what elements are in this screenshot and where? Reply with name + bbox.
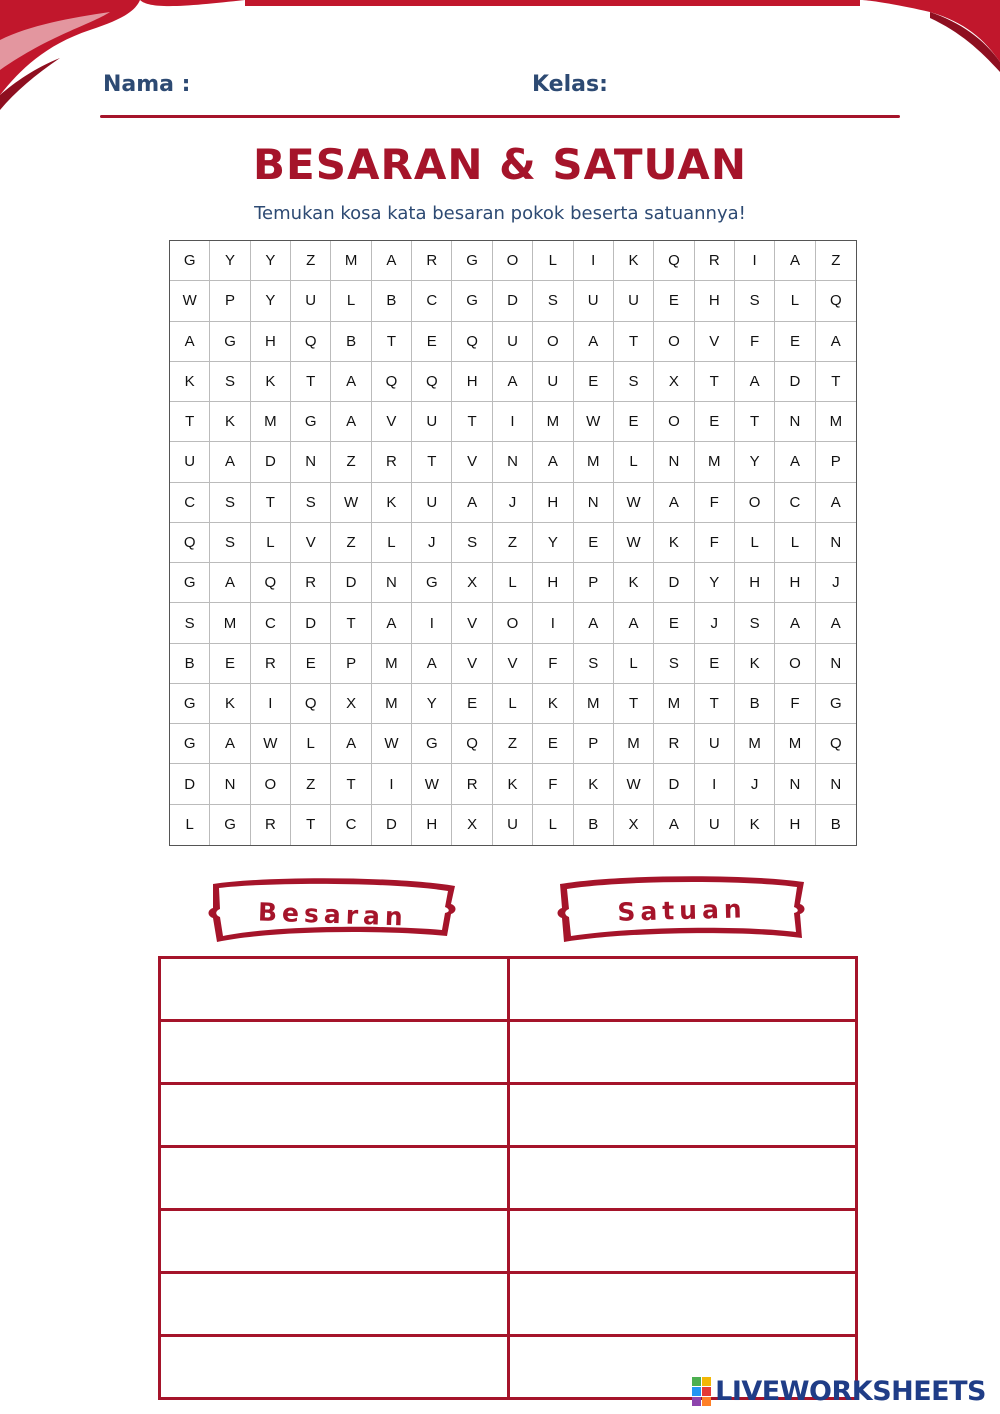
grid-cell[interactable]: D <box>493 281 533 321</box>
grid-cell[interactable]: L <box>775 523 815 563</box>
grid-cell[interactable]: U <box>291 281 331 321</box>
grid-cell[interactable]: M <box>654 684 694 724</box>
satuan-answer-cell[interactable] <box>508 1021 857 1084</box>
grid-cell[interactable]: M <box>372 644 412 684</box>
grid-cell[interactable]: L <box>735 523 775 563</box>
grid-cell[interactable]: G <box>452 241 492 281</box>
grid-cell[interactable]: N <box>816 644 856 684</box>
grid-cell[interactable]: I <box>533 603 573 643</box>
grid-cell[interactable]: O <box>493 241 533 281</box>
grid-cell[interactable]: R <box>291 563 331 603</box>
grid-cell[interactable]: N <box>654 442 694 482</box>
grid-cell[interactable]: G <box>170 684 210 724</box>
grid-cell[interactable]: X <box>452 805 492 845</box>
grid-cell[interactable]: H <box>775 563 815 603</box>
grid-cell[interactable]: V <box>452 603 492 643</box>
grid-cell[interactable]: H <box>775 805 815 845</box>
grid-cell[interactable]: F <box>735 322 775 362</box>
grid-cell[interactable]: E <box>452 684 492 724</box>
grid-cell[interactable]: L <box>614 644 654 684</box>
grid-cell[interactable]: O <box>533 322 573 362</box>
grid-cell[interactable]: I <box>574 241 614 281</box>
grid-cell[interactable]: W <box>614 523 654 563</box>
grid-cell[interactable]: P <box>574 724 614 764</box>
grid-cell[interactable]: C <box>251 603 291 643</box>
besaran-header-banner <box>205 872 461 948</box>
grid-cell[interactable]: A <box>654 483 694 523</box>
grid-cell[interactable]: E <box>412 322 452 362</box>
grid-cell[interactable]: S <box>574 644 614 684</box>
grid-cell[interactable]: X <box>654 362 694 402</box>
satuan-answer-cell[interactable] <box>508 958 857 1021</box>
grid-cell[interactable]: R <box>695 241 735 281</box>
grid-cell[interactable]: W <box>331 483 371 523</box>
grid-cell[interactable]: V <box>452 442 492 482</box>
grid-cell[interactable]: T <box>735 402 775 442</box>
header-divider <box>100 115 900 118</box>
grid-cell[interactable]: K <box>654 523 694 563</box>
logo-square <box>692 1397 701 1406</box>
grid-cell[interactable]: J <box>493 483 533 523</box>
grid-cell[interactable]: R <box>654 724 694 764</box>
grid-cell[interactable]: G <box>816 684 856 724</box>
grid-cell[interactable]: T <box>291 362 331 402</box>
grid-cell[interactable]: I <box>695 764 735 804</box>
grid-cell[interactable]: L <box>372 523 412 563</box>
grid-cell[interactable]: K <box>210 684 250 724</box>
grid-cell[interactable]: S <box>210 362 250 402</box>
grid-cell[interactable]: N <box>372 563 412 603</box>
grid-cell[interactable]: A <box>816 603 856 643</box>
grid-cell[interactable]: Z <box>291 764 331 804</box>
grid-cell[interactable]: D <box>654 563 694 603</box>
grid-cell[interactable]: U <box>614 281 654 321</box>
grid-cell[interactable]: E <box>695 402 735 442</box>
grid-cell[interactable]: X <box>452 563 492 603</box>
grid-cell[interactable]: M <box>735 724 775 764</box>
grid-cell[interactable]: Q <box>291 684 331 724</box>
grid-cell[interactable]: S <box>735 603 775 643</box>
answer-row <box>160 1147 857 1210</box>
grid-cell[interactable]: A <box>493 362 533 402</box>
grid-cell[interactable]: Q <box>372 362 412 402</box>
grid-cell[interactable]: X <box>614 805 654 845</box>
logo-square <box>702 1397 711 1406</box>
grid-cell[interactable]: K <box>735 805 775 845</box>
ribbon-decoration <box>0 0 1000 140</box>
grid-cell[interactable]: E <box>775 322 815 362</box>
grid-cell[interactable]: K <box>614 563 654 603</box>
grid-cell[interactable]: A <box>210 563 250 603</box>
grid-cell[interactable]: H <box>533 563 573 603</box>
grid-cell[interactable]: G <box>170 563 210 603</box>
grid-cell[interactable]: Q <box>452 724 492 764</box>
besaran-answer-cell[interactable] <box>160 1084 509 1147</box>
grid-cell[interactable]: E <box>533 724 573 764</box>
grid-cell[interactable]: T <box>331 603 371 643</box>
grid-cell[interactable]: K <box>574 764 614 804</box>
grid-cell[interactable]: L <box>533 241 573 281</box>
grid-cell[interactable]: H <box>412 805 452 845</box>
grid-cell[interactable]: J <box>412 523 452 563</box>
grid-cell[interactable]: N <box>775 764 815 804</box>
grid-cell[interactable]: W <box>614 483 654 523</box>
grid-cell[interactable]: Z <box>291 241 331 281</box>
grid-cell[interactable]: B <box>574 805 614 845</box>
grid-cell[interactable]: D <box>291 603 331 643</box>
grid-cell[interactable]: S <box>210 483 250 523</box>
logo-square <box>692 1377 701 1386</box>
grid-cell[interactable]: A <box>452 483 492 523</box>
grid-cell[interactable]: A <box>574 322 614 362</box>
grid-cell[interactable]: U <box>493 322 533 362</box>
grid-cell[interactable]: K <box>614 241 654 281</box>
grid-cell[interactable]: T <box>614 322 654 362</box>
name-label: Nama : <box>103 72 191 97</box>
grid-cell[interactable]: J <box>695 603 735 643</box>
answer-row <box>160 1084 857 1147</box>
grid-cell[interactable]: K <box>735 644 775 684</box>
grid-cell[interactable]: A <box>775 603 815 643</box>
grid-cell[interactable]: M <box>614 724 654 764</box>
grid-cell[interactable]: D <box>170 764 210 804</box>
grid-cell[interactable]: W <box>372 724 412 764</box>
grid-cell[interactable]: L <box>291 724 331 764</box>
grid-cell[interactable]: U <box>574 281 614 321</box>
grid-cell[interactable]: N <box>291 442 331 482</box>
answer-row <box>160 958 857 1021</box>
grid-cell[interactable]: P <box>816 442 856 482</box>
answer-row <box>160 1273 857 1336</box>
grid-cell[interactable]: A <box>372 603 412 643</box>
grid-cell[interactable]: A <box>574 603 614 643</box>
grid-cell[interactable]: L <box>493 563 533 603</box>
grid-cell[interactable]: Y <box>210 241 250 281</box>
grid-cell[interactable]: A <box>735 362 775 402</box>
grid-cell[interactable]: L <box>251 523 291 563</box>
grid-cell[interactable]: R <box>251 805 291 845</box>
besaran-answer-cell[interactable] <box>160 1336 509 1399</box>
grid-cell[interactable]: N <box>816 523 856 563</box>
grid-cell[interactable]: E <box>210 644 250 684</box>
grid-cell[interactable]: H <box>735 563 775 603</box>
besaran-answer-cell[interactable] <box>160 1147 509 1210</box>
grid-cell[interactable]: T <box>695 362 735 402</box>
liveworksheets-logo-icon <box>692 1377 711 1406</box>
besaran-label: Besaran <box>257 896 409 932</box>
grid-cell[interactable]: D <box>251 442 291 482</box>
grid-cell[interactable]: S <box>291 483 331 523</box>
grid-cell[interactable]: A <box>614 603 654 643</box>
grid-cell[interactable]: L <box>493 684 533 724</box>
grid-cell[interactable]: R <box>251 644 291 684</box>
besaran-answer-cell[interactable] <box>160 958 509 1021</box>
grid-cell[interactable]: O <box>775 644 815 684</box>
grid-cell[interactable]: S <box>452 523 492 563</box>
grid-cell[interactable]: T <box>452 402 492 442</box>
grid-cell[interactable]: V <box>452 644 492 684</box>
grid-cell[interactable]: L <box>331 281 371 321</box>
grid-cell[interactable]: U <box>412 402 452 442</box>
grid-cell[interactable]: L <box>170 805 210 845</box>
grid-cell[interactable]: Z <box>493 724 533 764</box>
grid-cell[interactable]: S <box>533 281 573 321</box>
grid-cell[interactable]: E <box>291 644 331 684</box>
besaran-answer-cell[interactable] <box>160 1273 509 1336</box>
grid-cell[interactable]: V <box>291 523 331 563</box>
grid-cell[interactable]: G <box>170 724 210 764</box>
grid-cell[interactable]: S <box>210 523 250 563</box>
grid-cell[interactable]: B <box>170 644 210 684</box>
grid-cell[interactable]: C <box>775 483 815 523</box>
grid-cell[interactable]: U <box>695 724 735 764</box>
grid-cell[interactable]: G <box>412 724 452 764</box>
grid-cell[interactable]: Q <box>291 322 331 362</box>
grid-cell[interactable]: X <box>331 684 371 724</box>
word-search-grid[interactable] <box>169 240 857 846</box>
logo-square <box>702 1387 711 1396</box>
grid-cell[interactable]: G <box>452 281 492 321</box>
grid-cell[interactable]: D <box>775 362 815 402</box>
grid-cell[interactable]: Y <box>251 241 291 281</box>
grid-cell[interactable]: F <box>695 523 735 563</box>
grid-cell[interactable]: T <box>816 362 856 402</box>
grid-cell[interactable]: N <box>493 442 533 482</box>
grid-cell[interactable]: B <box>735 684 775 724</box>
grid-cell[interactable]: Z <box>331 442 371 482</box>
grid-cell[interactable]: E <box>695 644 735 684</box>
grid-cell[interactable]: U <box>170 442 210 482</box>
grid-cell[interactable]: T <box>170 402 210 442</box>
grid-cell[interactable]: G <box>170 241 210 281</box>
grid-cell[interactable]: M <box>533 402 573 442</box>
grid-cell[interactable]: A <box>775 241 815 281</box>
grid-cell[interactable]: Y <box>695 563 735 603</box>
grid-cell[interactable]: M <box>372 684 412 724</box>
grid-cell[interactable]: H <box>533 483 573 523</box>
grid-cell[interactable]: J <box>735 764 775 804</box>
grid-cell[interactable]: D <box>654 764 694 804</box>
grid-cell[interactable]: J <box>816 563 856 603</box>
grid-cell[interactable]: W <box>412 764 452 804</box>
grid-cell[interactable]: Z <box>493 523 533 563</box>
grid-cell[interactable]: Z <box>816 241 856 281</box>
grid-cell[interactable]: A <box>170 322 210 362</box>
logo-square <box>692 1387 701 1396</box>
grid-cell[interactable]: C <box>412 281 452 321</box>
satuan-label: Satuan <box>616 893 747 927</box>
grid-cell[interactable]: M <box>574 684 614 724</box>
answer-table <box>158 956 858 1400</box>
grid-cell[interactable]: A <box>533 442 573 482</box>
grid-cell[interactable]: H <box>251 322 291 362</box>
grid-cell[interactable]: T <box>695 684 735 724</box>
grid-cell[interactable]: B <box>830 816 841 834</box>
grid-cell[interactable]: Q <box>654 241 694 281</box>
grid-cell[interactable]: Q <box>816 281 856 321</box>
grid-cell[interactable]: W <box>170 281 210 321</box>
instructions: Temukan kosa kata besaran pokok beserta satuannya! <box>254 203 746 224</box>
grid-cell[interactable]: L <box>775 281 815 321</box>
grid-cell[interactable]: M <box>251 402 291 442</box>
liveworksheets-brand <box>692 1373 986 1409</box>
grid-cell[interactable]: E <box>574 523 614 563</box>
grid-cell[interactable]: Q <box>251 563 291 603</box>
grid-cell[interactable]: N <box>775 402 815 442</box>
class-label: Kelas: <box>532 72 608 97</box>
grid-cell[interactable]: H <box>452 362 492 402</box>
grid-cell[interactable]: L <box>614 442 654 482</box>
grid-cell[interactable]: I <box>493 402 533 442</box>
grid-cell[interactable]: E <box>574 362 614 402</box>
grid-cell[interactable]: D <box>372 805 412 845</box>
grid-cell[interactable]: C <box>331 805 371 845</box>
grid-cell[interactable]: O <box>654 402 694 442</box>
grid-cell[interactable]: S <box>170 603 210 643</box>
satuan-answer-cell[interactable] <box>508 1084 857 1147</box>
grid-cell[interactable]: A <box>372 241 412 281</box>
grid-cell[interactable]: O <box>735 483 775 523</box>
grid-cell[interactable]: R <box>372 442 412 482</box>
grid-cell[interactable]: N <box>210 764 250 804</box>
grid-cell[interactable]: A <box>816 322 856 362</box>
grid-cell[interactable]: G <box>210 322 250 362</box>
grid-cell[interactable]: A <box>654 805 694 845</box>
grid-cell[interactable]: G <box>412 563 452 603</box>
grid-cell[interactable]: E <box>614 402 654 442</box>
grid-cell[interactable]: T <box>412 442 452 482</box>
grid-cell[interactable]: E <box>654 603 694 643</box>
grid-cell[interactable]: V <box>695 322 735 362</box>
grid-cell[interactable]: S <box>614 362 654 402</box>
grid-cell[interactable]: F <box>695 483 735 523</box>
grid-cell[interactable]: F <box>533 644 573 684</box>
grid-cell[interactable]: K <box>170 362 210 402</box>
grid-cell[interactable]: O <box>654 322 694 362</box>
besaran-answer-cell[interactable] <box>160 1210 509 1273</box>
grid-cell[interactable]: R <box>452 764 492 804</box>
grid-cell[interactable]: A <box>331 402 371 442</box>
grid-cell[interactable]: S <box>654 644 694 684</box>
grid-cell[interactable]: Q <box>452 322 492 362</box>
grid-cell[interactable]: Q <box>816 724 856 764</box>
grid-cell[interactable]: Q <box>412 362 452 402</box>
grid-cell[interactable]: A <box>210 442 250 482</box>
grid-cell[interactable]: A <box>331 724 371 764</box>
grid-cell[interactable]: W <box>574 402 614 442</box>
grid-cell[interactable]: R <box>412 241 452 281</box>
grid-cell[interactable]: G <box>210 805 250 845</box>
grid-cell[interactable]: K <box>533 684 573 724</box>
grid-cell[interactable]: H <box>695 281 735 321</box>
grid-cell[interactable]: N <box>816 764 856 804</box>
grid-cell[interactable]: B <box>331 322 371 362</box>
grid-cell[interactable]: V <box>493 644 533 684</box>
grid-cell[interactable]: Y <box>251 281 291 321</box>
satuan-header-banner <box>554 872 810 948</box>
grid-cell[interactable]: C <box>170 483 210 523</box>
grid-cell[interactable]: T <box>331 764 371 804</box>
grid-cell[interactable]: W <box>251 724 291 764</box>
grid-cell[interactable]: I <box>735 241 775 281</box>
grid-cell[interactable]: K <box>372 483 412 523</box>
grid-cell[interactable]: P <box>210 281 250 321</box>
grid-cell[interactable]: L <box>533 805 573 845</box>
grid-cell[interactable]: A <box>210 724 250 764</box>
answer-row <box>160 1210 857 1273</box>
grid-cell[interactable]: V <box>372 402 412 442</box>
grid-cell[interactable]: E <box>654 281 694 321</box>
grid-cell[interactable]: M <box>331 241 371 281</box>
answer-row <box>160 1021 857 1084</box>
satuan-answer-cell[interactable] <box>508 1273 857 1336</box>
grid-cell[interactable]: I <box>412 603 452 643</box>
grid-cell[interactable]: U <box>533 362 573 402</box>
grid-cell[interactable]: U <box>412 483 452 523</box>
grid-cell[interactable]: F <box>775 684 815 724</box>
grid-cell[interactable]: M <box>574 442 614 482</box>
satuan-answer-cell[interactable] <box>508 1147 857 1210</box>
grid-cell[interactable]: M <box>695 442 735 482</box>
grid-cell[interactable]: Y <box>412 684 452 724</box>
grid-cell[interactable]: M <box>775 724 815 764</box>
grid-cell[interactable]: A <box>331 362 371 402</box>
grid-cell[interactable]: A <box>816 483 856 523</box>
page-title: BESARAN & SATUAN <box>253 140 747 189</box>
grid-cell[interactable]: A <box>412 644 452 684</box>
grid-cell[interactable]: T <box>614 684 654 724</box>
brand-name: LIVEWORKSHEETS <box>715 1375 986 1407</box>
besaran-answer-cell[interactable] <box>160 1021 509 1084</box>
grid-cell[interactable]: U <box>493 805 533 845</box>
grid-cell[interactable]: N <box>574 483 614 523</box>
grid-cell[interactable]: G <box>291 402 331 442</box>
grid-cell[interactable]: Z <box>331 523 371 563</box>
grid-cell[interactable]: F <box>533 764 573 804</box>
grid-cell[interactable]: K <box>210 402 250 442</box>
grid-cell[interactable]: D <box>331 563 371 603</box>
satuan-answer-cell[interactable] <box>508 1210 857 1273</box>
grid-cell[interactable]: P <box>574 563 614 603</box>
grid-cell[interactable]: A <box>775 442 815 482</box>
grid-cell[interactable]: T <box>251 483 291 523</box>
grid-cell[interactable]: I <box>251 684 291 724</box>
grid-cell[interactable]: U <box>695 805 735 845</box>
grid-cell[interactable]: Y <box>533 523 573 563</box>
grid-cell[interactable]: S <box>735 281 775 321</box>
grid-cell[interactable]: T <box>372 322 412 362</box>
grid-cell[interactable]: P <box>331 644 371 684</box>
grid-cell[interactable]: K <box>251 362 291 402</box>
grid-cell[interactable]: M <box>816 402 856 442</box>
logo-square <box>702 1377 711 1386</box>
grid-cell[interactable]: O <box>251 764 291 804</box>
grid-cell[interactable]: Q <box>170 523 210 563</box>
grid-cell[interactable]: W <box>614 764 654 804</box>
grid-cell[interactable]: Y <box>735 442 775 482</box>
grid-cell[interactable]: O <box>493 603 533 643</box>
grid-cell[interactable]: I <box>372 764 412 804</box>
grid-cell[interactable]: K <box>493 764 533 804</box>
grid-cell[interactable]: M <box>210 603 250 643</box>
grid-cell[interactable]: B <box>372 281 412 321</box>
grid-cell[interactable]: T <box>291 805 331 845</box>
